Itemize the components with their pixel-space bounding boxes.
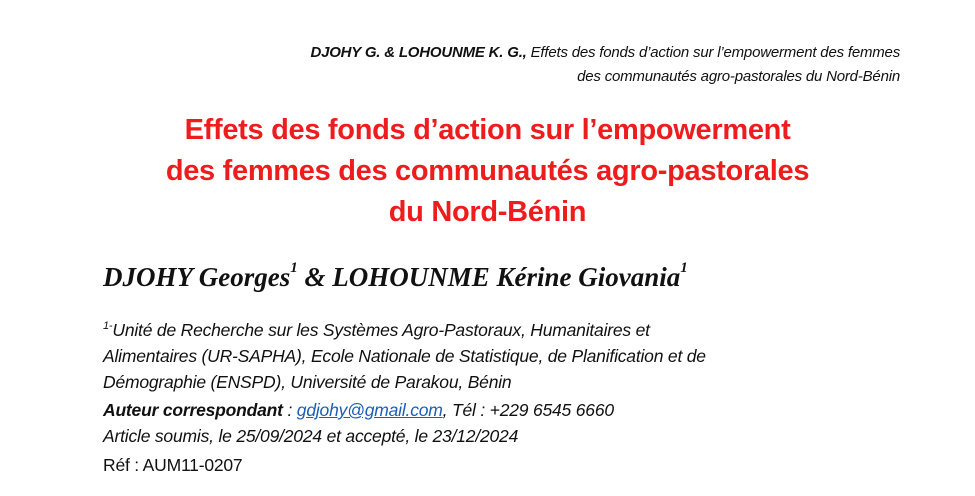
correspondence-line xyxy=(103,400,614,421)
affiliation-number: 1- xyxy=(103,320,113,332)
article-title-line-2: des femmes des communautés agro-pastorales xyxy=(165,155,810,187)
affiliation-line-1 xyxy=(103,320,650,341)
affiliation-line-3: Démographie (ENSPD), Université de Parakou, Bénin xyxy=(103,372,512,392)
running-header-authors: DJOHY G. & LOHOUNME K. G., xyxy=(310,44,527,61)
email-link[interactable]: gdjohy@gmail.com xyxy=(296,400,443,420)
article-title-line-3: du Nord-Bénin xyxy=(388,196,587,228)
affiliation-marker: 1 xyxy=(290,260,298,276)
author-name: DJOHY Georges xyxy=(103,262,291,292)
article-reference: Réf : AUM11-0207 xyxy=(103,455,243,475)
colon: : xyxy=(282,400,297,420)
correspondence-label: Auteur correspondant xyxy=(103,400,283,420)
running-header-line-1 xyxy=(310,44,900,61)
running-header-title: Effets des fonds d’action sur l’empowerment des femmes xyxy=(526,44,900,61)
affiliation-line-2: Alimentaires (UR-SAPHA), Ecole Nationale de Statistique, de Planification et de xyxy=(103,346,706,366)
affiliation-marker: 1 xyxy=(680,260,688,276)
submission-dates: Article soumis, le 25/09/2024 et accepté, le 23/12/2024 xyxy=(103,426,519,446)
author-list xyxy=(103,262,688,293)
running-header-line-2: des communautés agro-pastorales du Nord-Bénin xyxy=(577,68,900,85)
author-separator: & xyxy=(297,262,333,292)
affiliation-text: Unité de Recherche sur les Systèmes Agro-Pastoraux, Humanitaires et xyxy=(112,320,650,340)
phone-text: , Tél : +229 6545 6660 xyxy=(442,400,614,420)
author-name: LOHOUNME Kérine Giovania xyxy=(332,262,681,292)
article-title-line-1: Effets des fonds d’action sur l’empowerment xyxy=(184,114,791,146)
